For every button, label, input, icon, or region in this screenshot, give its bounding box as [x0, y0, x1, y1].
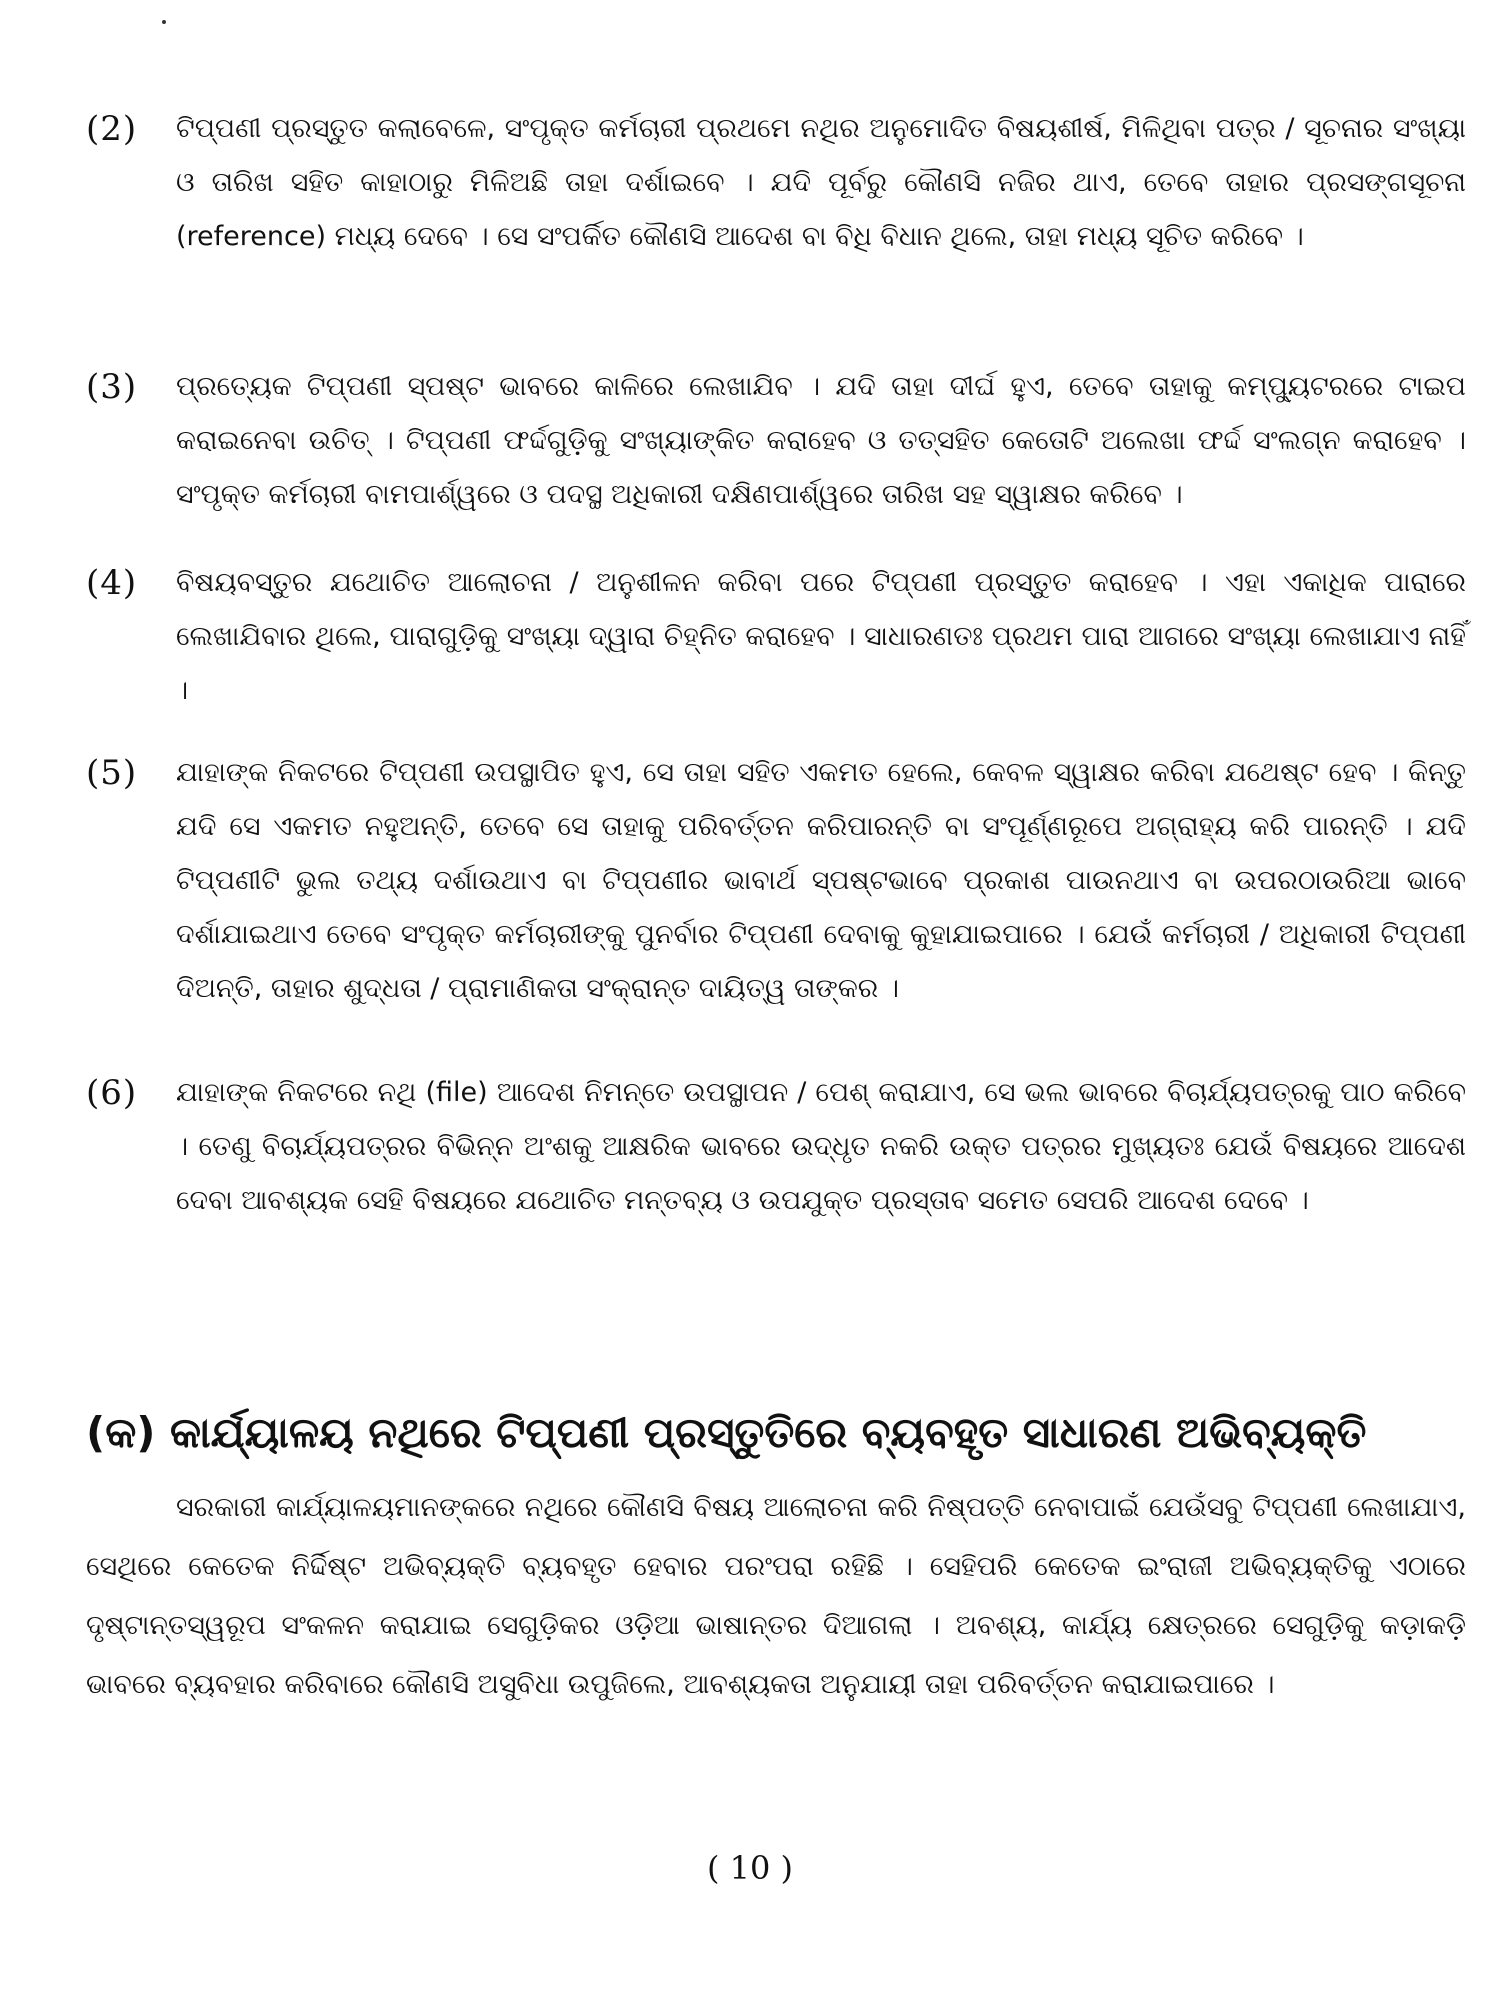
paragraph-number: (2)	[86, 109, 138, 149]
paragraph-number: (5)	[86, 753, 138, 793]
paragraph-number: (3)	[86, 367, 138, 407]
paragraph-text: ଯାହାଙ୍କ ନିକଟରେ ଟିପ୍ପଣୀ ଉପସ୍ଥାପିତ ହୁଏ, ସେ ତାହା ସହିତ ଏକମତ ହେଲେ, କେବଳ ସ୍ୱାକ୍ଷର କରିବା ଯଥେଷ୍ଟ ହେବ । କିନ୍ତୁ ଯଦି ସେ ଏକମତ ନହୁଅନ୍ତି, ତେବେ ସେ ତାହାକୁ ପରିବର୍ତ୍ତନ କରିପାରନ୍ତି ବା ସଂପୂର୍ଣ୍ଣରୂପେ ଅଗ୍ରାହ୍ୟ କରି ପାରନ୍ତି । ଯଦି ଟିପ୍ପଣୀଟି ଭୁଲ ତଥ୍ୟ ଦର୍ଶାଉଥାଏ ବା ଟିପ୍ପଣୀର ଭାବାର୍ଥ ସ୍ପଷ୍ଟଭାବେ ପ୍ରକାଶ ପାଉନଥାଏ ବା ଉପରଠାଉରିଆ ଭାବେ ଦର୍ଶାଯାଇଥାଏ ତେବେ ସଂପୃକ୍ତ କର୍ମଚାରୀଙ୍କୁ ପୁନର୍ବାର ଟିପ୍ପଣୀ ଦେବାକୁ କୁହାଯାଇପାରେ । ଯେଉଁ କର୍ମଚାରୀ / ଅଧିକାରୀ ଟିପ୍ପଣୀ ଦିଅନ୍ତି, ତାହାର ଶୁଦ୍ଧତା / ପ୍ରାମାଣିକତା ସଂକ୍ରାନ୍ତ ଦାୟିତ୍ୱ ତାଙ୍କର ।	[176, 757, 1466, 1004]
paragraph-text: ଯାହାଙ୍କ ନିକଟରେ ନଥି (file) ଆଦେଶ ନିମନ୍ତେ ଉପସ୍ଥାପନ / ପେଶ୍ କରାଯାଏ, ସେ ଭଲ ଭାବରେ ବିଚାର୍ଯ୍ୟପତ୍ରକୁ ପାଠ କରିବେ । ତେଣୁ ବିଚାର୍ଯ୍ୟପତ୍ରର ବିଭିନ୍ନ ଅଂଶକୁ ଆକ୍ଷରିକ ଭାବରେ ଉଦ୍ଧୃତ ନକରି ଉକ୍ତ ପତ୍ରର ମୁଖ୍ୟତଃ ଯେଉଁ ବିଷୟରେ ଆଦେଶ ଦେବା ଆବଶ୍ୟକ ସେହି ବିଷୟରେ ଯଥୋଚିତ ମନ୍ତବ୍ୟ ଓ ଉପଯୁକ୍ତ ପ୍ରସ୍ତାବ ସମେତ ସେପରି ଆଦେଶ ଦେବେ ।	[176, 1077, 1466, 1216]
paragraph-text: ଟିପ୍ପଣୀ ପ୍ରସ୍ତୁତ କଲାବେଳେ, ସଂପୃକ୍ତ କର୍ମଚାରୀ ପ୍ରଥମେ ନଥିର ଅନୁମୋଦିତ ବିଷୟଶୀର୍ଷ, ମିଳିଥିବା ପତ୍ର / ସୂଚନାର ସଂଖ୍ୟା ଓ ତାରିଖ ସହିତ କାହାଠାରୁ ମିଳିଅଛି ତାହା ଦର୍ଶାଇବେ । ଯଦି ପୂର୍ବରୁ କୌଣସି ନଜିର ଥାଏ, ତେବେ ତାହାର ପ୍ରସଙ୍ଗସୂଚନା (reference) ମଧ୍ୟ ଦେବେ । ସେ ସଂପର୍କିତ କୌଣସି ଆଦେଶ ବା ବିଧି ବିଧାନ ଥିଲେ, ତାହା ମଧ୍ୟ ସୂଚିତ କରିବେ ।	[176, 113, 1466, 252]
section-intro-paragraph: ସରକାରୀ କାର୍ଯ୍ୟାଳୟମାନଙ୍କରେ ନଥିରେ କୌଣସି ବିଷୟ ଆଲୋଚନା କରି ନିଷ୍ପତ୍ତି ନେବାପାଇଁ ଯେଉଁସବୁ ଟିପ୍ପଣୀ ଲେଖାଯାଏ, ସେଥିରେ କେତେକ ନିର୍ଦ୍ଦିଷ୍ଟ ଅଭିବ୍ୟକ୍ତି ବ୍ୟବହୃତ ହେବାର ପରଂପରା ରହିଛି । ସେହିପରି କେତେକ ଇଂରାଜୀ ଅଭିବ୍ୟକ୍ତିକୁ ଏଠାରେ ଦୃଷ୍ଟାନ୍ତସ୍ୱରୂପ ସଂକଳନ କରାଯାଇ ସେଗୁଡ଼ିକର ଓଡ଼ିଆ ଭାଷାନ୍ତର ଦିଆଗଲା । ଅବଶ୍ୟ, କାର୍ଯ୍ୟ କ୍ଷେତ୍ରରେ ସେଗୁଡ଼ିକୁ କଡ଼ାକଡ଼ି ଭାବରେ ବ୍ୟବହାର କରିବାରେ କୌଣସି ଅସୁବିଧା ଉପୁଜିଲେ, ଆବଶ୍ୟକତା ଅନୁଯାୟୀ ତାହା ପରିବର୍ତ୍ତନ କରାଯାଇପାରେ ।	[86, 1492, 1466, 1700]
paragraph-text: ବିଷୟବସ୍ତୁର ଯଥୋଚିତ ଆଲୋଚନା / ଅନୁଶୀଳନ କରିବା ପରେ ଟିପ୍ପଣୀ ପ୍ରସ୍ତୁତ କରାହେବ । ଏହା ଏକାଧିକ ପାରାରେ ଲେଖାଯିବାର ଥିଲେ, ପାରାଗୁଡ଼ିକୁ ସଂଖ୍ୟା ଦ୍ୱାରା ଚିହ୍ନିତ କରାହେବ । ସାଧାରଣତଃ ପ୍ରଥମ ପାରା ଆଗରେ ସଂଖ୍ୟା ଲେଖାଯାଏ ନାହିଁ ।	[176, 567, 1466, 706]
page-number: ( 10 )	[706, 1849, 794, 1887]
section-heading: (କ) କାର୍ଯ୍ୟାଳୟ ନଥିରେ ଟିପ୍ପଣୀ ପ୍ରସ୍ତୁତିରେ ବ୍ୟବହୃତ ସାଧାରଣ ଅଭିବ୍ୟକ୍ତି	[86, 1408, 1367, 1457]
paragraph-number: (4)	[86, 563, 138, 603]
paragraph-number: (6)	[86, 1073, 138, 1113]
stray-mark	[162, 20, 166, 24]
paragraph-text: ପ୍ରତ୍ୟେକ ଟିପ୍ପଣୀ ସ୍ପଷ୍ଟ ଭାବରେ କାଳିରେ ଲେଖାଯିବ । ଯଦି ତାହା ଦୀର୍ଘ ହୁଏ, ତେବେ ତାହାକୁ କମ୍ପ୍ୟୁଟରରେ ଟାଇପ କରାଇନେବା ଉଚିତ୍ । ଟିପ୍ପଣୀ ଫର୍ଦ୍ଦଗୁଡ଼ିକୁ ସଂଖ୍ୟାଙ୍କିତ କରାହେବ ଓ ତତ୍ସହିତ କେତୋଟି ଅଲେଖା ଫର୍ଦ୍ଦ ସଂଲଗ୍ନ କରାହେବ । ସଂପୃକ୍ତ କର୍ମଚାରୀ ବାମପାର୍ଶ୍ୱରେ ଓ ପଦସ୍ଥ ଅଧିକାରୀ ଦକ୍ଷିଣପାର୍ଶ୍ୱରେ ତାରିଖ ସହ ସ୍ୱାକ୍ଷର କରିବେ ।	[176, 371, 1466, 510]
